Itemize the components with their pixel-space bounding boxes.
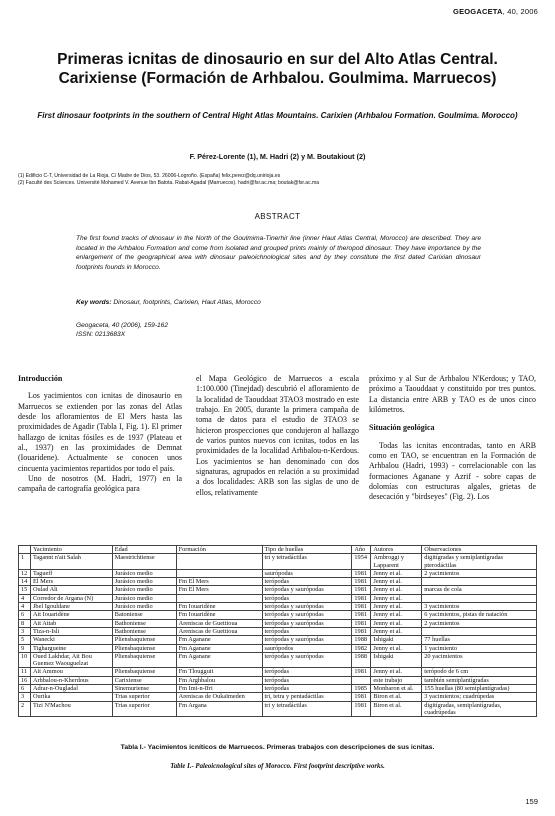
table-cell: 1988 <box>352 652 371 668</box>
table-cell: Bathoniense <box>112 627 176 635</box>
table-cell: 2 yacimientos <box>422 619 537 627</box>
table-cell <box>176 569 262 577</box>
table-cell: 12 <box>19 569 31 577</box>
table-cell: Jenny et al. <box>371 603 422 611</box>
table-cell: 1 <box>19 554 31 570</box>
table-cell: 77 huellas <box>422 636 537 644</box>
table-cell: Ait Iouaridène <box>30 611 112 619</box>
title-line-1: Primeras icnitas de dinosaurio en sur del Alto Atlas Central. <box>57 51 498 68</box>
table-cell: terópodas <box>262 627 352 635</box>
table-cell: Areniscas de Oukaïmeden <box>176 693 262 701</box>
abstract-text: The first found tracks of dinosaur in the North of the Goulmima-Tinerhir line (inner Haut Atlas Central, Morocco) are described. They are located in the Arhbalou Formation and come from isolated and grouped prints mainly of theropod dinosaur. They have importance by the enlargement of the geographical area with dinosaur paleoichnological sites and by they constitute the first dated Carixian dinosaur footprints founds in Morocco. <box>76 235 481 271</box>
body-column-1 <box>18 374 182 495</box>
table-row <box>19 668 537 676</box>
table-cell: tri y tetradáctilas <box>262 701 352 717</box>
table-cell: terópodas <box>262 594 352 602</box>
table-cell: terópodas y saurópodas <box>262 652 352 668</box>
table-cell: Corredor de Argana (N) <box>30 594 112 602</box>
table-cell: Adrar-n-Ougladal <box>30 685 112 693</box>
table-cell <box>352 676 371 684</box>
table-header-cell: Autores <box>371 546 422 554</box>
table-cell <box>422 578 537 586</box>
table-header-row <box>19 546 537 554</box>
table-cell: 1981 <box>352 627 371 635</box>
table-cell: El Mers <box>30 578 112 586</box>
table-cell: 9 <box>19 644 31 652</box>
paragraph: próximo y al Sur de Arhbalou N'Kerdous; y TAO, próximo a Taouddaat y constituido por tres puntos. La distancia entre ARB y TAO es de unos cinco kilómetros. <box>369 374 536 415</box>
table-cell: 1981 <box>352 586 371 594</box>
table-cell: terópodas y saurópodas <box>262 603 352 611</box>
table-cell: 2 <box>19 701 31 717</box>
table-cell: 6 yacimientos, pistas de natación <box>422 611 537 619</box>
table-cell <box>176 554 262 570</box>
table-cell: Fm Iouaridène <box>176 611 262 619</box>
table-cell: Pliensbaquiense <box>112 644 176 652</box>
table-cell: 6 <box>19 611 31 619</box>
table-cell: Tagannt n'ait Salah <box>30 554 112 570</box>
table-cell: 4 <box>19 603 31 611</box>
table-row <box>19 611 537 619</box>
table-row <box>19 578 537 586</box>
keywords-list: Dinosaur, footprints, Carixien, Haut Atlas, Morocco <box>111 299 261 306</box>
table-cell: Jenny et al. <box>371 619 422 627</box>
table-cell: terópodas <box>262 676 352 684</box>
table-header-cell <box>19 546 31 554</box>
table-cell: Ishigaki <box>371 652 422 668</box>
table-cell: Fm El Mers <box>176 578 262 586</box>
keywords-label: Key words: <box>76 299 112 306</box>
journal-name: GEOGACETA <box>453 7 503 16</box>
affiliation-2: (2) Faculté des Sciences. Université Mohamed V. Avenue Ibn Batota. Rabat-Agadal (Marruecos). hadri@fsr.ac.ma; boutak@fsr.ac.ma <box>18 180 320 186</box>
table-cell: Fm Tlougguit <box>176 668 262 676</box>
table-cell: terópodo de 6 cm <box>422 668 537 676</box>
table-cell: Pliensbaquiense <box>112 652 176 668</box>
page-number: 159 <box>525 797 538 806</box>
table-cell: Fm Argana <box>176 701 262 717</box>
table-row <box>19 594 537 602</box>
table-cell: tri y tetradáctilas <box>262 554 352 570</box>
table-cell: este trabajo <box>371 676 422 684</box>
table-header-cell: Edad <box>112 546 176 554</box>
table-cell: 15 <box>19 586 31 594</box>
table-row <box>19 619 537 627</box>
abstract-heading: ABSTRACT <box>254 212 301 221</box>
table-cell: 1981 <box>352 603 371 611</box>
citation-journal: Geogaceta, 40 (2006), 159-162 <box>76 322 169 329</box>
table-cell: Oued Lakhdar, Ait Bou Guemez Waouguelzat <box>30 652 112 668</box>
table-cell: Trias superior <box>112 701 176 717</box>
table-cell: Maestrichtiense <box>112 554 176 570</box>
table-cell: 11 <box>19 668 31 676</box>
table-cell: Jurásico medio <box>112 578 176 586</box>
table-cell: 3 yacimientos; cuadrúpedas <box>422 693 537 701</box>
table-cell: 3 <box>19 627 31 635</box>
table-header-cell: Observaciones <box>422 546 537 554</box>
table-cell: Pliensbaquiense <box>112 636 176 644</box>
table-cell: 16 <box>19 676 31 684</box>
paragraph: Todas las icnitas encontradas, tanto en ARB como en TAO, se encuentran en la Formación de Arhbalou (Hadri, 1993) - correlacionable con las formaciones Aganane y Azrif - sobre capas de dolomías con estructuras algales, grietas de desecación y "birdseyes" (Fig. 2). Los <box>369 440 536 502</box>
table-cell: 5 <box>19 636 31 644</box>
table-cell: 1988 <box>352 636 371 644</box>
table-cell: saurópodas <box>262 569 352 577</box>
table-row <box>19 627 537 635</box>
table-cell: Tagueff <box>30 569 112 577</box>
citation-issn: ISSN: 0213683X <box>76 331 126 339</box>
table-cell: 1985 <box>352 685 371 693</box>
table-cell: terópodas y saurópodas <box>262 586 352 594</box>
table-cell: Jenny et al. <box>371 668 422 676</box>
table-header-cell: Formación <box>176 546 262 554</box>
journal-header <box>453 7 538 16</box>
table-cell: 10 <box>19 652 31 668</box>
table-cell: Biron et al. <box>371 693 422 701</box>
english-title: First dinosaur footprints in the southern of Central Hight Atlas Mountains. Carixien (Arhbalou Formation. Goulmima. Morocco) <box>37 111 518 120</box>
table-row <box>19 636 537 644</box>
table-cell: tri, tetra y pentadáctilas <box>262 693 352 701</box>
table-cell: marcas de cola <box>422 586 537 594</box>
table-cell: Ambroggi y Lapparent <box>371 554 422 570</box>
table-cell: 1981 <box>352 611 371 619</box>
table-cell: 4 <box>19 594 31 602</box>
table-cell: terópodas <box>262 685 352 693</box>
table-cell: Oulad Ali <box>30 586 112 594</box>
affiliation-1: (1) Edificio C-T, Universidad de La Rioja. C/ Madre de Dios, 53. 26006-Logroño. (España) felix.perez@dq.unirioja.es <box>18 173 281 179</box>
title-line-2: Carixiense (Formación de Arhbalou. Goulmima. Marruecos) <box>58 70 497 87</box>
table-row <box>19 652 537 668</box>
paragraph: Uno de nosotros (M. Hadri, 1977) en la campaña de cartografía geológica para <box>18 474 182 494</box>
table-cell: 155 huellas (80 semiplantígradas) <box>422 685 537 693</box>
affiliations <box>18 173 538 187</box>
table-row <box>19 554 537 570</box>
table-cell: 20 yacimientos <box>422 652 537 668</box>
table-body <box>19 554 537 717</box>
paragraph: Los yacimientos con icnitas de dinosaurio en Marruecos se extienden por las zonas del Atlas desde los afloramientos de El Mers hasta las proximidades de Agadir (Tabla I, Fig. 1). El primer hallazgo de icnitas fósiles es de 1937 (Plateau et al., 1937) en las proximidades de Demnat (Iouaridene). Actualmente se conocen unos cincuenta yacimientos repartidos por todo el país. <box>18 391 182 473</box>
table-row <box>19 693 537 701</box>
table-cell: 1 yacimiento <box>422 644 537 652</box>
table-cell: saurópodos <box>262 644 352 652</box>
table-cell: Trias superior <box>112 693 176 701</box>
table-cell: Arhbalou-n-Kherdous <box>30 676 112 684</box>
table-cell: Ait Attab <box>30 619 112 627</box>
section-heading-situacion: Situación geológica <box>369 423 435 433</box>
table-row <box>19 603 537 611</box>
table-cell: 14 <box>19 578 31 586</box>
author-list: F. Pérez-Lorente (1), M. Hadri (2) y M. Boutakiout (2) <box>189 152 366 161</box>
table-cell: Jurásico medio <box>112 603 176 611</box>
table-cell: digitígradas, semiplantígradas, cuadrúpedas <box>422 701 537 717</box>
table-cell: Fm Iouaridène <box>176 603 262 611</box>
table-cell <box>422 594 537 602</box>
table-cell: Tiza-n-Isli <box>30 627 112 635</box>
table-cell: Jenny et al. <box>371 569 422 577</box>
table-cell: Carixiense <box>112 676 176 684</box>
table-cell: 1954 <box>352 554 371 570</box>
body-column-2 <box>196 374 359 498</box>
sites-table <box>18 545 537 717</box>
article-title <box>20 50 535 88</box>
table-cell: 6 <box>19 685 31 693</box>
table-caption-spanish: Tabla I.- Yacimientos icníticos de Marruecos. Primeras trabajos con descripciones de sus icnitas. <box>120 744 435 751</box>
table-row <box>19 586 537 594</box>
section-heading-introduccion: Introducción <box>18 374 63 383</box>
table-cell: Bathoniense <box>112 619 176 627</box>
table-cell: Jbel Igouldane <box>30 603 112 611</box>
table-row <box>19 644 537 652</box>
table-cell: Jurásico medio <box>112 594 176 602</box>
table-cell <box>176 594 262 602</box>
citation <box>76 321 481 340</box>
table-cell: 3 yacimientos <box>422 603 537 611</box>
table-row <box>19 676 537 684</box>
table-cell: Jurásico medio <box>112 586 176 594</box>
table-cell: Tighargueine <box>30 644 112 652</box>
keywords <box>76 299 481 306</box>
table-cell: 1982 <box>352 644 371 652</box>
table-cell: 1981 <box>352 693 371 701</box>
table-cell: 1981 <box>352 701 371 717</box>
table-cell: Batoniense <box>112 611 176 619</box>
table-row <box>19 569 537 577</box>
table-cell: Pliensbaquiense <box>112 668 176 676</box>
journal-volume: , 40, 2006 <box>502 7 538 16</box>
table-cell: Jenny et al. <box>371 611 422 619</box>
table-cell <box>422 627 537 635</box>
table-cell: Fm Aganane <box>176 636 262 644</box>
table-row <box>19 685 537 693</box>
table-cell: Fm Aganane <box>176 652 262 668</box>
table-cell: Fm Aganane <box>176 644 262 652</box>
table-cell: 1981 <box>352 578 371 586</box>
table-caption-english: Table I.- Paleoicnological sites of Morocco. First footprint descriptive works. <box>170 763 385 770</box>
table-cell: Wanecki <box>30 636 112 644</box>
table-cell: Fm El Mers <box>176 586 262 594</box>
table-cell: 1981 <box>352 668 371 676</box>
table-cell: Jenny et al. <box>371 627 422 635</box>
table-cell: también semiplantígradas <box>422 676 537 684</box>
table-cell: Jenny et al. <box>371 586 422 594</box>
table-cell: Tizi N'Machou <box>30 701 112 717</box>
table-cell: terópodas y saurópodas <box>262 611 352 619</box>
table-cell: 1981 <box>352 619 371 627</box>
table-cell: 1981 <box>352 594 371 602</box>
table-cell: Jenny et al. <box>371 578 422 586</box>
table-cell: Jurásico medio <box>112 569 176 577</box>
table-cell: 2 yacimientos <box>422 569 537 577</box>
table-cell: 8 <box>19 619 31 627</box>
table-cell: digitígradas y semiplantígradas pterodáctilas <box>422 554 537 570</box>
table-header-cell: Yacimiento <box>30 546 112 554</box>
table-cell: Areniscas de Guettioua <box>176 627 262 635</box>
table-cell: Biron et al. <box>371 701 422 717</box>
table-cell: Areniscas de Guettioua <box>176 619 262 627</box>
table-cell: terópodas <box>262 578 352 586</box>
table-cell: Ait Ammou <box>30 668 112 676</box>
table-cell: Jenny et al. <box>371 644 422 652</box>
table-row <box>19 701 537 717</box>
table-cell: terópodas y saurópodas <box>262 619 352 627</box>
table-cell: Fm Arghbalou <box>176 676 262 684</box>
table-cell: Monbaron et al. <box>371 685 422 693</box>
paragraph: el Mapa Geológico de Marruecos a escala 1:100.000 (Tinejdad) descubrió el afloramiento de la localidad de Taouddaat 3TAO3 mostrado en este trabajo. En 2005, durante la primera campaña de toma de datos para el estudio de 3TAO3 se hicieron prospecciones que condujeron al hallazgo de varios puntos nuevos con icnitas, todos en las proximidades de la localidad Arhbalou-n-Kerdous. Los yacimientos se han denominado con dos signaturas, agrupados en relación a su proximidad a dos localidades: ARB son las siglas de uno de ellos, relativamente <box>196 374 359 497</box>
table-cell: Sinemuriense <box>112 685 176 693</box>
table-cell: 3 <box>19 693 31 701</box>
table-cell: Jenny et al. <box>371 594 422 602</box>
table-header-cell: Tipo de huellas <box>262 546 352 554</box>
table-cell: terópodas <box>262 668 352 676</box>
table-cell: 1981 <box>352 569 371 577</box>
table-header-cell: Año <box>352 546 371 554</box>
table-cell: Ishigaki <box>371 636 422 644</box>
table-cell: Ourika <box>30 693 112 701</box>
table-cell: Fm Imi-n-Ifri <box>176 685 262 693</box>
table-cell: terópodas y saurópodas <box>262 636 352 644</box>
body-column-3 <box>369 374 536 503</box>
